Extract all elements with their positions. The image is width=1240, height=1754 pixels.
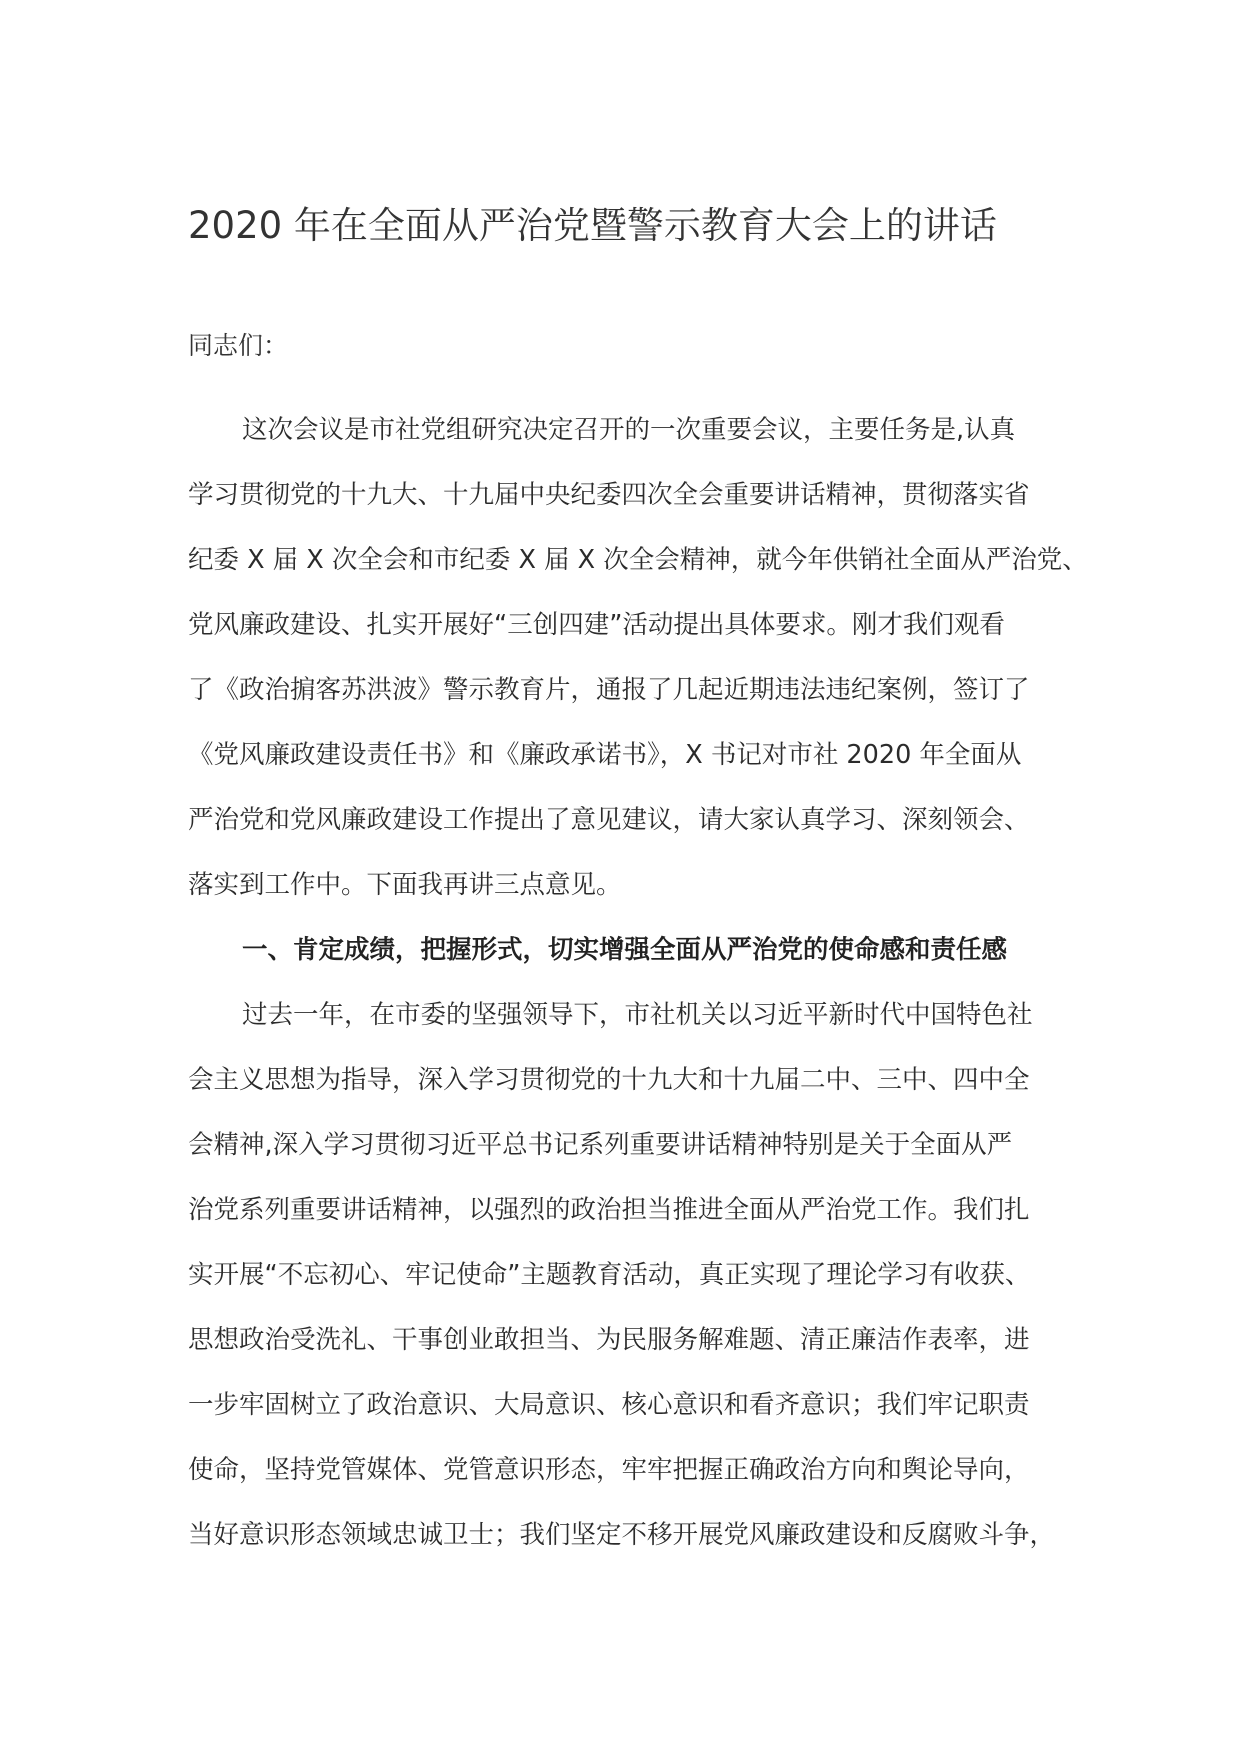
paragraph-line: 党风廉政建设、扎实开展好“三创四建”活动提出具体要求。刚才我们观看	[188, 610, 1005, 640]
paragraph-line: 严治党和党风廉政建设工作提出了意见建议，请大家认真学习、深刻领会、	[188, 805, 1030, 835]
paragraph-line: 治党系列重要讲话精神，以强烈的政治担当推进全面从严治党工作。我们扎	[188, 1195, 1030, 1225]
paragraph-line: 落实到工作中。下面我再讲三点意见。	[188, 870, 622, 900]
paragraph-line: 学习贯彻党的十九大、十九届中央纪委四次全会重要讲话精神，贯彻落实省	[188, 480, 1030, 510]
paragraph-line: 了《政治掮客苏洪波》警示教育片，通报了几起近期违法违纪案例，签订了	[188, 675, 1030, 705]
paragraph-line: 会精神,深入学习贯彻习近平总书记系列重要讲话精神特别是关于全面从严	[188, 1130, 1013, 1160]
document-title: 2020 年在全面从严治党暨警示教育大会上的讲话	[188, 204, 997, 247]
section-heading: 一、肯定成绩，把握形式，切实增强全面从严治党的使命感和责任感	[242, 935, 1008, 965]
paragraph-line: 《党风廉政建设责任书》和《廉政承诺书》，X 书记对市社 2020 年全面从	[188, 740, 1022, 770]
paragraph-line: 实开展“不忘初心、牢记使命”主题教育活动，真正实现了理论学习有收获、	[188, 1260, 1031, 1290]
document-body	[188, 410, 1088, 1580]
salutation: 同志们：	[188, 331, 289, 360]
paragraph-line: 会主义思想为指导，深入学习贯彻党的十九大和十九届二中、三中、四中全	[188, 1065, 1030, 1095]
paragraph-line: 思想政治受洗礼、干事创业敢担当、为民服务解难题、清正廉洁作表率，进	[188, 1325, 1030, 1355]
paragraph-line: 过去一年，在市委的坚强领导下，市社机关以习近平新时代中国特色社	[242, 1000, 1033, 1030]
paragraph-line: 当好意识形态领域忠诚卫士；我们坚定不移开展党风廉政建设和反腐败斗争，	[188, 1520, 1056, 1550]
paragraph-line: 纪委 X 届 X 次全会和市纪委 X 届 X 次全会精神，就今年供销社全面从严治党、	[188, 545, 1088, 575]
paragraph-line: 使命，坚持党管媒体、党管意识形态，牢牢把握正确政治方向和舆论导向，	[188, 1455, 1030, 1485]
paragraph-line: 一步牢固树立了政治意识、大局意识、核心意识和看齐意识；我们牢记职责	[188, 1390, 1030, 1420]
paragraph-line: 这次会议是市社党组研究决定召开的一次重要会议，主要任务是,认真	[242, 415, 1016, 445]
